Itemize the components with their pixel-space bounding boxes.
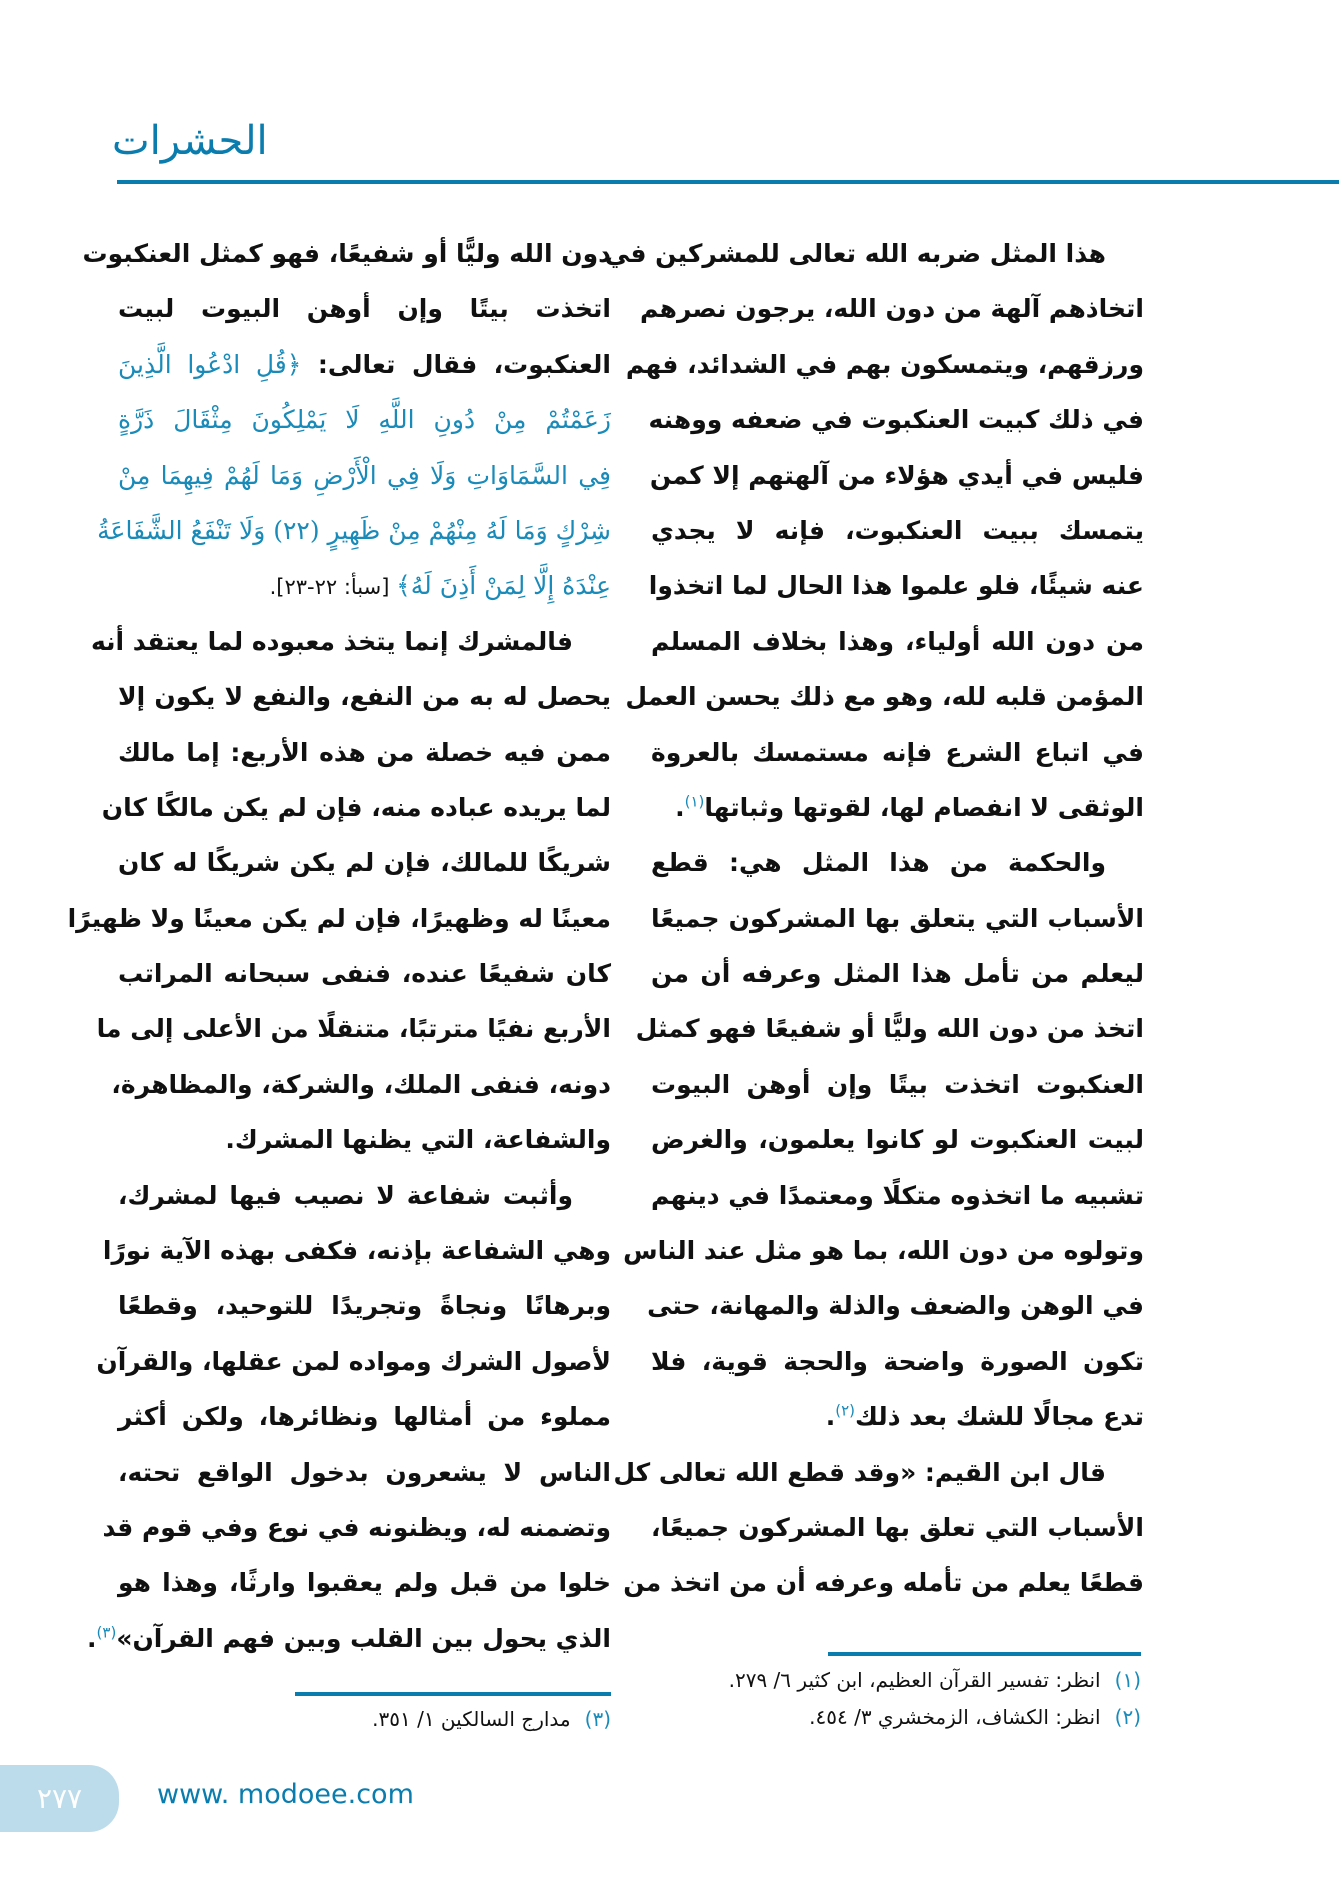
footnote-divider-left (295, 1692, 611, 1696)
body-text: العنكبوت اتخذت بيتًا وإن أوهن البيوت (651, 1069, 1144, 1099)
text-line (625, 669, 1144, 724)
body-text: تدع مجالًا للشك بعد ذلك (855, 1402, 1144, 1432)
website-url[interactable]: www. modoee.com (157, 1779, 414, 1810)
text-line (604, 226, 1144, 281)
text-line (623, 1555, 1144, 1610)
quran-verse: فِي السَّمَاوَاتِ وَلَا فِي الْأَرْضِ وَمَا لَهُمْ فِيهِمَا مِنْ (118, 460, 611, 490)
header-divider (117, 180, 1339, 184)
text-line (101, 780, 611, 835)
text-line (613, 1445, 1144, 1500)
body-text: ورزقهم، ويتمسكون بهم في الشدائد، فهم (625, 349, 1144, 379)
body-text: يتمسك ببيت العنكبوت، فإنه لا يجدي (651, 515, 1144, 545)
body-text: فالمشرك إنما يتخذ معبوده لما يعتقد أنه (90, 626, 573, 656)
body-text: دونه، فنفى الملك، والشركة، والمظاهرة، (111, 1069, 611, 1099)
footnote-marker: (٣) (96, 1623, 117, 1642)
body-text: وتضمنه له، ويظنونه في نوع وفي قوم قد (102, 1512, 611, 1542)
text-line (640, 281, 1144, 336)
body-text: لما يريده عباده منه، فإن لم يكن مالكًا كان (101, 792, 611, 822)
text-line (118, 1168, 611, 1223)
footnote-text: مدارج السالكين ١/ ٣٥١. (372, 1707, 571, 1731)
body-text: في اتباع الشرع فإنه مستمسك بالعروة (651, 737, 1144, 767)
body-text: الأربع نفيًا مترتبًا، متنقلًا من الأعلى إلى ما (96, 1014, 611, 1044)
body-text: عنه شيئًا، فلو علموا هذا الحال لما اتخذوا (648, 571, 1144, 601)
body-text: تشبيه ما اتخذوه متكلًا ومعتمدًا في دينهم (651, 1180, 1144, 1210)
body-text: الوثقى لا انفصام لها، لقوتها وثباتها (704, 792, 1144, 822)
text-line (635, 1001, 1144, 1056)
text-line (118, 946, 611, 1001)
body-text: ليعلم من تأمل هذا المثل وعرفه أن من (651, 959, 1144, 989)
body-text: يحصل له به من النفع، والنفع لا يكون إلا (118, 682, 611, 712)
text-line (118, 1112, 611, 1167)
body-text: دون الله وليًّا أو شفيعًا، فهو كمثل العنكبوت (82, 239, 611, 268)
body-text: العنكبوت، فقال تعالى: (301, 349, 611, 379)
body-text: معينًا له وظهيرًا، فإن لم يكن معينًا ولا ظهيرًا (67, 903, 611, 933)
text-line (118, 558, 611, 613)
text-line (97, 503, 611, 558)
body-text: وهي الشفاعة بإذنه، فكفى بهذه الآية نورًا (102, 1236, 611, 1266)
body-text: . (87, 1623, 97, 1653)
body-text: فليس في أيدي هؤلاء من آلهتهم إلا كمن (649, 460, 1144, 490)
footnote-marker: (٢) (835, 1401, 856, 1420)
footnote-number: (٣) (584, 1707, 611, 1731)
body-text: قال ابن القيم: «وقد قطع الله تعالى كل (613, 1457, 1106, 1487)
body-text: . (675, 792, 685, 822)
text-line (625, 337, 1144, 392)
text-line (90, 614, 611, 669)
body-text: وبرهانًا ونجاةً وتجريدًا للتوحيد، وقطعًا (118, 1291, 611, 1321)
text-line (96, 1334, 611, 1389)
quran-verse: ﴿قُلِ ادْعُوا الَّذِينَ (118, 349, 302, 379)
right-text-column (604, 226, 1144, 1611)
body-text: الناس لا يشعرون بدخول الواقع تحته، (118, 1457, 611, 1487)
text-line (651, 725, 1144, 780)
body-text: من دون الله أولياء، وهذا بخلاف المسلم (651, 626, 1144, 656)
text-line (118, 1389, 611, 1444)
body-text: وأثبت شفاعة لا نصيب فيها لمشرك، (118, 1180, 573, 1210)
body-text: لأصول الشرك ومواده لمن عقلها، والقرآن (96, 1346, 611, 1376)
body-text: في ذلك كبيت العنكبوت في ضعفه ووهنه (648, 405, 1144, 435)
body-text: ممن فيه خصلة من هذه الأربع: إما مالك (118, 737, 611, 767)
text-line (651, 503, 1144, 558)
text-line (67, 891, 611, 946)
text-line (87, 1611, 611, 1666)
text-line (647, 1278, 1144, 1333)
text-line (651, 1168, 1144, 1223)
text-line (651, 1389, 1144, 1444)
text-line (118, 392, 611, 447)
text-line (111, 1057, 611, 1112)
body-text: الأسباب التي يتعلق بها المشركون جميعًا (651, 903, 1144, 933)
footnote-3 (372, 1707, 611, 1731)
text-line (118, 448, 611, 503)
text-line (651, 946, 1144, 1001)
text-line (623, 1223, 1144, 1278)
text-line (118, 337, 611, 392)
left-text-column (67, 226, 611, 1666)
page-number-badge: ٢٧٧ (0, 1765, 119, 1832)
quran-verse: زَعَمْتُمْ مِنْ دُونِ اللَّهِ لَا يَمْلِكُونَ مِثْقَالَ ذَرَّةٍ (118, 405, 611, 435)
body-text: المؤمن قلبه لله، وهو مع ذلك يحسن العمل (625, 682, 1144, 712)
text-line (96, 1001, 611, 1056)
quran-verse: شِرْكٍ وَمَا لَهُ مِنْهُمْ مِنْ ظَهِيرٍ (٢٢) وَلَا تَنْفَعُ الشَّفَاعَةُ (97, 515, 611, 545)
body-text: هذا المثل ضربه الله تعالى للمشركين في (604, 239, 1106, 268)
body-text: اتخاذهم آلهة من دون الله، يرجون نصرهم (640, 294, 1144, 324)
quran-verse: عِنْدَهُ إِلَّا لِمَنْ أَذِنَ لَهُ﴾ (396, 571, 611, 601)
verse-reference: [سبأ: ٢٢-٢٣]. (269, 575, 397, 600)
text-line (648, 558, 1144, 613)
footnote-text: انظر: الكشاف، الزمخشري ٣/ ٤٥٤. (809, 1705, 1101, 1729)
chapter-title: الحشرات (112, 118, 268, 164)
text-line (651, 1500, 1144, 1555)
body-text: الذي يحول بين القلب وبين فهم القرآن» (116, 1623, 611, 1653)
footnote-text: انظر: تفسير القرآن العظيم، ابن كثير ٦/ ٢٧٩. (728, 1668, 1101, 1692)
footnote-1 (729, 1668, 1141, 1692)
text-line (118, 1555, 611, 1610)
body-text: وتولوه من دون الله، بما هو مثل عند الناس (623, 1236, 1144, 1266)
text-line (118, 669, 611, 724)
body-text: والحكمة من هذا المثل هي: قطع (651, 848, 1106, 878)
body-text: في الوهن والضعف والذلة والمهانة، حتى (647, 1291, 1144, 1321)
text-line (651, 1112, 1144, 1167)
body-text: كان شفيعًا عنده، فنفى سبحانه المراتب (118, 959, 611, 989)
text-line (82, 226, 611, 281)
footnote-number: (١) (1114, 1668, 1141, 1692)
text-line (651, 614, 1144, 669)
text-line (651, 835, 1144, 890)
body-text: اتخذت بيتًا وإن أوهن البيوت لبيت (118, 294, 611, 324)
footnote-marker: (١) (684, 792, 705, 811)
text-line (651, 780, 1144, 835)
text-line (651, 448, 1144, 503)
text-line (102, 1500, 611, 1555)
footnote-divider-right (828, 1652, 1141, 1656)
footnote-2 (809, 1705, 1141, 1729)
text-line (118, 1278, 611, 1333)
text-line (118, 1445, 611, 1500)
text-line (651, 1334, 1144, 1389)
text-line (102, 1223, 611, 1278)
text-line (118, 835, 611, 890)
text-line (118, 281, 611, 336)
body-text: تكون الصورة واضحة والحجة قوية، فلا (651, 1346, 1144, 1376)
footnote-number: (٢) (1114, 1705, 1141, 1729)
body-text: لبيت العنكبوت لو كانوا يعلمون، والغرض (651, 1125, 1144, 1155)
body-text: . (825, 1402, 836, 1432)
text-line (118, 725, 611, 780)
body-text: قطعًا يعلم من تأمله وعرفه أن من اتخذ من (623, 1568, 1144, 1598)
body-text: خلوا من قبل ولم يعقبوا وارثًا، وهذا هو (118, 1568, 611, 1598)
body-text: شريكًا للمالك، فإن لم يكن شريكًا له كان (118, 848, 611, 878)
body-text: الأسباب التي تعلق بها المشركون جميعًا، (651, 1512, 1144, 1542)
body-text: اتخذ من دون الله وليًّا أو شفيعًا فهو كمثل (635, 1014, 1144, 1044)
text-line (651, 891, 1144, 946)
text-line (648, 392, 1144, 447)
body-text: مملوء من أمثالها ونظائرها، ولكن أكثر (118, 1402, 611, 1432)
body-text: والشفاعة، التي يظنها المشرك. (225, 1125, 611, 1155)
text-line (651, 1057, 1144, 1112)
